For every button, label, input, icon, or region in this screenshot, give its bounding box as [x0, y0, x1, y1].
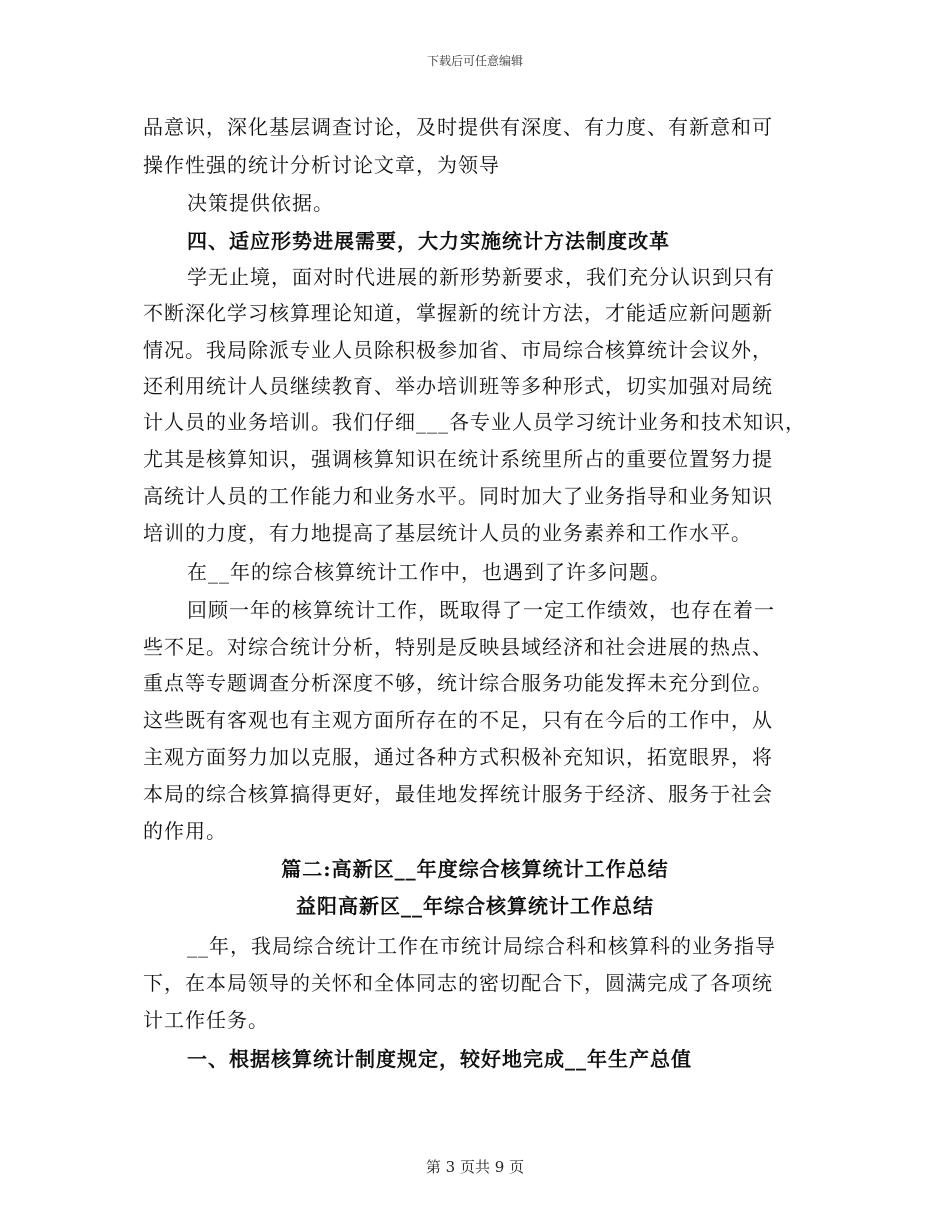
- body-line: 培训的力度，有力地提高了基层统计人员的业务素养和工作水平。: [143, 521, 752, 545]
- body-line: 的作用。: [143, 819, 227, 843]
- body-line: 主观方面努力加以克服，通过各种方式积极补充知识，拓宽眼界，将: [143, 745, 773, 769]
- body-line: 些不足。对综合统计分析，特别是反映县域经济和社会进展的热点、: [143, 635, 773, 659]
- body-line: 决策提供依据。: [187, 191, 334, 215]
- page-footer: 第 3 页共 9 页: [425, 1158, 525, 1176]
- body-line: 尤其是核算知识，强调核算知识在统计系统里所占的重要位置努力提: [143, 447, 773, 471]
- body-line: 计人员的业务培训。我们仔细___各专业人员学习统计业务和技术知识，: [143, 410, 806, 434]
- body-line: 情况。我局除派专业人员除积极参加省、市局综合核算统计会议外，: [143, 338, 773, 362]
- body-line: 高统计人员的工作能力和业务水平。同时加大了业务指导和业务知识: [143, 484, 773, 508]
- body-line: 计工作任务。: [143, 1008, 269, 1032]
- body-line: 下，在本局领导的关怀和全体同志的密切配合下，圆满完成了各项统: [143, 971, 773, 995]
- body-line: 学无止境，面对时代进展的新形势新要求，我们充分认识到只有: [187, 265, 775, 289]
- body-line: 回顾一年的核算统计工作，既取得了一定工作绩效，也存在着一: [187, 598, 775, 622]
- body-line: 还利用统计人员继续教育、举办培训班等多种形式，切实加强对局统: [143, 374, 773, 398]
- body-line: __年，我局综合统计工作在市统计局综合科和核算科的业务指导: [187, 934, 776, 958]
- chapter-subtitle: 益阳高新区__年综合核算统计工作总结: [296, 894, 654, 918]
- body-line: 重点等专题调查分析深度不够，统计综合服务功能发挥未充分到位。: [143, 671, 773, 695]
- body-line: 品意识，深化基层调查讨论，及时提供有深度、有力度、有新意和可: [143, 115, 773, 139]
- section-heading: 一、根据核算统计制度规定，较好地完成__年生产总值: [187, 1047, 692, 1071]
- body-line: 这些既有客观也有主观方面所存在的不足，只有在今后的工作中，从: [143, 708, 773, 732]
- body-line: 不断深化学习核算理论知道，掌握新的统计方法，才能适应新问题新: [143, 301, 773, 325]
- body-line: 操作性强的统计分析讨论文章，为领导: [143, 153, 500, 177]
- body-line: 在__年的综合核算统计工作中，也遇到了许多问题。: [187, 560, 671, 584]
- section-heading: 四、适应形势进展需要，大力实施统计方法制度改革: [187, 229, 670, 253]
- page-header: 下载后可任意编辑: [426, 54, 523, 68]
- chapter-title: 篇二:高新区__年度综合核算统计工作总结: [281, 857, 669, 881]
- body-line: 本局的综合核算搞得更好，最佳地发挥统计服务于经济、服务于社会: [143, 782, 773, 806]
